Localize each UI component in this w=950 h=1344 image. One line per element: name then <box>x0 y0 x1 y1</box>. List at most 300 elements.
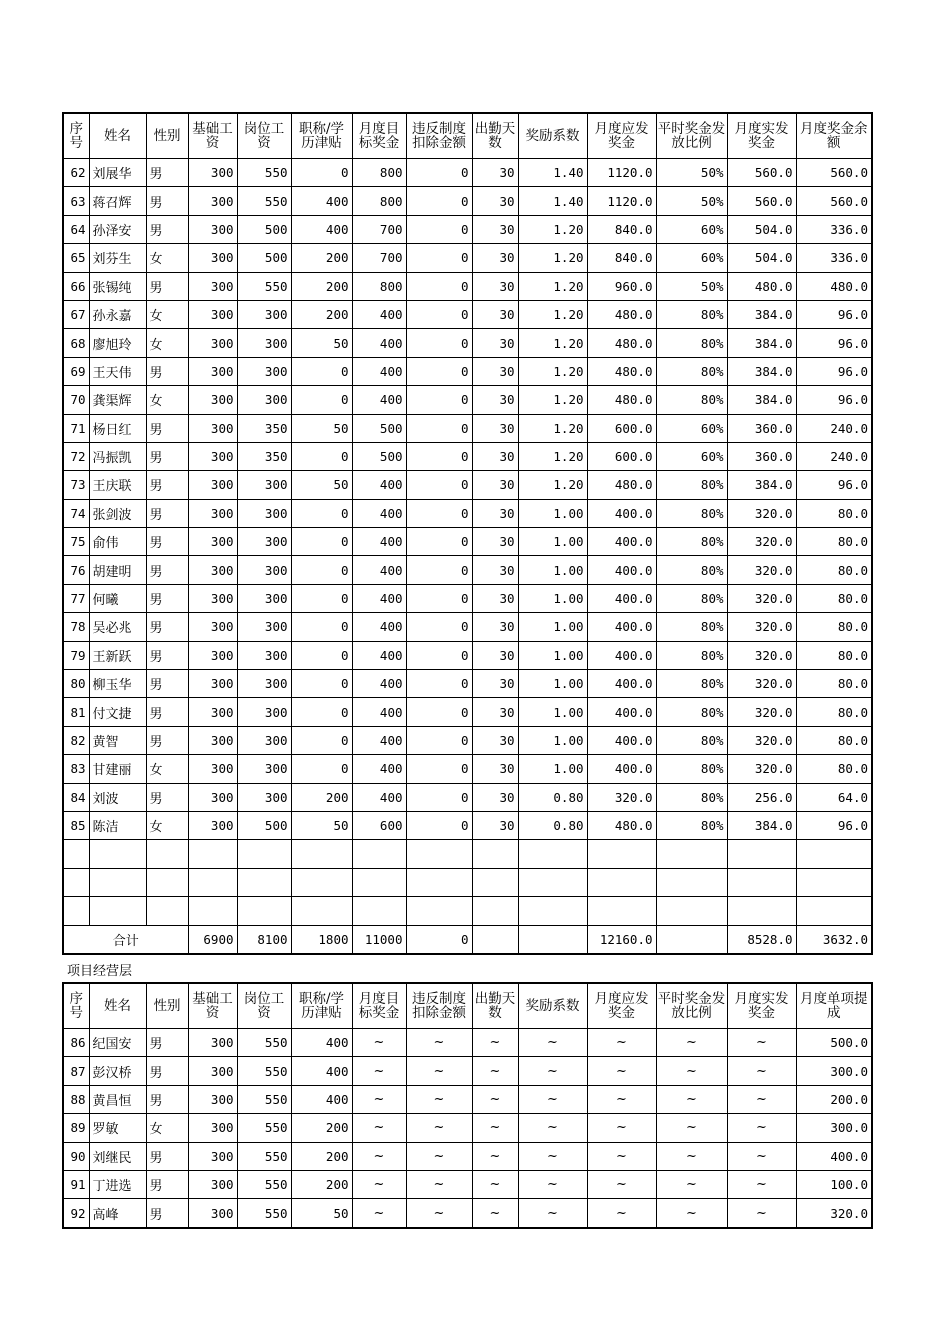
table-cell: 300 <box>188 159 237 187</box>
table-cell: 300 <box>188 442 237 470</box>
table-cell: ~ <box>472 1114 518 1142</box>
table-cell: 320.0 <box>727 556 796 584</box>
empty-row <box>63 897 872 925</box>
table-cell: ~ <box>352 1142 406 1170</box>
table-cell: 87 <box>63 1057 89 1085</box>
table-cell: 蒋召辉 <box>89 187 146 215</box>
table-cell: 男 <box>146 1057 188 1085</box>
table-row <box>63 471 872 499</box>
table-cell: 480.0 <box>587 357 656 385</box>
table-cell: 300 <box>237 613 291 641</box>
table-cell: 0 <box>406 471 472 499</box>
table-cell: 300 <box>237 783 291 811</box>
table-cell: ~ <box>406 1029 472 1057</box>
table-cell: 92 <box>63 1199 89 1228</box>
table-cell: 男 <box>146 584 188 612</box>
table-cell: 300 <box>237 386 291 414</box>
table-cell <box>656 868 727 896</box>
column-header: 违反制度扣除金额 <box>406 113 472 159</box>
table-cell: 400.0 <box>587 499 656 527</box>
table-cell: 男 <box>146 641 188 669</box>
table-cell: 68 <box>63 329 89 357</box>
table-cell: ~ <box>406 1142 472 1170</box>
total-cell: 0 <box>406 925 472 954</box>
table-cell: 400 <box>291 1057 352 1085</box>
column-header: 基础工资 <box>188 113 237 159</box>
table-cell: 张剑波 <box>89 499 146 527</box>
table-cell: 240.0 <box>796 414 872 442</box>
table-cell: ~ <box>472 1199 518 1228</box>
table-cell <box>352 868 406 896</box>
table-cell: 30 <box>472 811 518 839</box>
table-cell: 500 <box>352 442 406 470</box>
column-header: 月度目标奖金 <box>352 983 406 1029</box>
table-cell: 550 <box>237 1085 291 1113</box>
table-cell: 550 <box>237 1057 291 1085</box>
table-cell: 360.0 <box>727 442 796 470</box>
table-cell: 560.0 <box>796 159 872 187</box>
table-cell: 256.0 <box>727 783 796 811</box>
column-header: 月度应发奖金 <box>587 113 656 159</box>
table-cell: 1.00 <box>518 726 587 754</box>
table-cell: 75 <box>63 528 89 556</box>
table-cell: 336.0 <box>796 244 872 272</box>
table-cell: 1.20 <box>518 215 587 243</box>
table-cell: 500.0 <box>796 1029 872 1057</box>
table-cell: 400 <box>352 471 406 499</box>
table-cell: 400 <box>352 755 406 783</box>
table-cell: 30 <box>472 726 518 754</box>
table-row <box>63 783 872 811</box>
table-cell: 陈洁 <box>89 811 146 839</box>
table-cell <box>796 897 872 925</box>
table-cell <box>587 897 656 925</box>
table-cell: 30 <box>472 414 518 442</box>
column-header: 岗位工资 <box>237 113 291 159</box>
total-label: 合计 <box>63 925 188 954</box>
table-cell: 86 <box>63 1029 89 1057</box>
table-row <box>63 698 872 726</box>
table-cell: 85 <box>63 811 89 839</box>
table-row <box>63 499 872 527</box>
table-cell: 400.0 <box>587 613 656 641</box>
table-cell: 男 <box>146 613 188 641</box>
table-row <box>63 1142 872 1170</box>
table-cell: 0 <box>406 300 472 328</box>
table-row <box>63 1029 872 1057</box>
table-cell: 0 <box>406 528 472 556</box>
table-cell: 320.0 <box>727 726 796 754</box>
table-cell: 女 <box>146 386 188 414</box>
table-cell: 600.0 <box>587 442 656 470</box>
table-cell: 30 <box>472 471 518 499</box>
table-cell: 男 <box>146 215 188 243</box>
table-cell: 0 <box>291 499 352 527</box>
table-cell: 男 <box>146 1029 188 1057</box>
table-cell: 80% <box>656 726 727 754</box>
table-cell: 76 <box>63 556 89 584</box>
table-cell: 67 <box>63 300 89 328</box>
table-header-row <box>63 983 872 1029</box>
table-cell: 200 <box>291 272 352 300</box>
table-row <box>63 613 872 641</box>
table-cell: 王新跃 <box>89 641 146 669</box>
table-cell <box>146 840 188 868</box>
table-cell: 300 <box>237 698 291 726</box>
table-cell: ~ <box>656 1199 727 1228</box>
table-cell: 400.0 <box>796 1142 872 1170</box>
table-cell: 800 <box>352 272 406 300</box>
table-cell: 84 <box>63 783 89 811</box>
table-cell <box>237 840 291 868</box>
table-cell: 男 <box>146 726 188 754</box>
table-cell <box>89 868 146 896</box>
table-cell: 女 <box>146 755 188 783</box>
table-cell: 80% <box>656 386 727 414</box>
table-cell: 504.0 <box>727 215 796 243</box>
table-cell: 80% <box>656 613 727 641</box>
total-cell: 12160.0 <box>587 925 656 954</box>
table-cell: 0 <box>291 698 352 726</box>
table-cell: 男 <box>146 471 188 499</box>
table-cell: 0 <box>291 442 352 470</box>
table-cell: 300 <box>237 357 291 385</box>
table-cell: ~ <box>406 1170 472 1198</box>
table-row <box>63 187 872 215</box>
table-cell: 1.00 <box>518 613 587 641</box>
table-cell: 90 <box>63 1142 89 1170</box>
table-cell: 80.0 <box>796 613 872 641</box>
table-cell: 廖旭玲 <box>89 329 146 357</box>
table-cell: 80% <box>656 811 727 839</box>
table-cell: ~ <box>518 1085 587 1113</box>
table-cell: 82 <box>63 726 89 754</box>
table-cell: 0 <box>406 159 472 187</box>
table-cell: 杨日红 <box>89 414 146 442</box>
table-cell: 0 <box>406 811 472 839</box>
table-cell: 1.00 <box>518 528 587 556</box>
table-cell: ~ <box>656 1114 727 1142</box>
table-cell: 550 <box>237 1142 291 1170</box>
table-cell: 320.0 <box>727 670 796 698</box>
table-cell: ~ <box>518 1199 587 1228</box>
table-cell: 男 <box>146 1142 188 1170</box>
table-cell: 80% <box>656 556 727 584</box>
table-cell <box>796 868 872 896</box>
table-cell: ~ <box>727 1057 796 1085</box>
table-cell: 550 <box>237 1029 291 1057</box>
table-cell: 男 <box>146 670 188 698</box>
section-caption: 项目经营层 <box>67 964 133 979</box>
table-cell: 男 <box>146 187 188 215</box>
total-row <box>63 925 872 954</box>
table-cell: 320.0 <box>727 755 796 783</box>
table-cell: 丁进选 <box>89 1170 146 1198</box>
table-cell: 320.0 <box>727 584 796 612</box>
table-cell: 504.0 <box>727 244 796 272</box>
table-cell: 50% <box>656 187 727 215</box>
table-row <box>63 670 872 698</box>
table-cell: 65 <box>63 244 89 272</box>
table-cell: 50 <box>291 471 352 499</box>
table-cell: ~ <box>352 1170 406 1198</box>
table-cell: ~ <box>656 1142 727 1170</box>
table-cell: 高峰 <box>89 1199 146 1228</box>
table-cell: 300 <box>188 1057 237 1085</box>
table-cell <box>587 840 656 868</box>
table-cell: 80% <box>656 300 727 328</box>
table-cell: 840.0 <box>587 244 656 272</box>
table-cell: 彭汉桥 <box>89 1057 146 1085</box>
table-cell: 300.0 <box>796 1114 872 1142</box>
table-cell: 30 <box>472 584 518 612</box>
table-cell: 男 <box>146 499 188 527</box>
table-cell: 80% <box>656 528 727 556</box>
table-cell <box>518 868 587 896</box>
column-header: 月度应发奖金 <box>587 983 656 1029</box>
table-cell: 80.0 <box>796 755 872 783</box>
column-header: 月度实发奖金 <box>727 113 796 159</box>
table-row <box>63 272 872 300</box>
table-cell: 400 <box>352 386 406 414</box>
table-cell: 30 <box>472 528 518 556</box>
table-cell <box>291 897 352 925</box>
column-header: 奖励系数 <box>518 983 587 1029</box>
table-cell: ~ <box>352 1085 406 1113</box>
table-cell: 79 <box>63 641 89 669</box>
table-cell: 30 <box>472 329 518 357</box>
table-cell: 300 <box>237 499 291 527</box>
table-cell: 320.0 <box>587 783 656 811</box>
table-cell: ~ <box>727 1114 796 1142</box>
table-cell: 300 <box>188 1085 237 1113</box>
table-cell: 384.0 <box>727 471 796 499</box>
table-cell: 300 <box>188 1142 237 1170</box>
table-cell: 80.0 <box>796 528 872 556</box>
table-cell: 0 <box>406 215 472 243</box>
table-cell: 300 <box>237 528 291 556</box>
table-cell <box>406 897 472 925</box>
column-header: 序号 <box>63 983 89 1029</box>
table-cell: 80.0 <box>796 641 872 669</box>
table-cell: 400 <box>352 300 406 328</box>
table-cell <box>352 840 406 868</box>
table-cell: ~ <box>727 1199 796 1228</box>
table-cell: 300 <box>188 811 237 839</box>
table-cell: 300 <box>188 613 237 641</box>
table-cell: 71 <box>63 414 89 442</box>
total-cell <box>518 925 587 954</box>
table-cell: 200 <box>291 1142 352 1170</box>
table-cell: 30 <box>472 556 518 584</box>
table-cell <box>406 840 472 868</box>
table-cell: 50 <box>291 414 352 442</box>
table-cell: 400.0 <box>587 584 656 612</box>
table-cell: 50 <box>291 811 352 839</box>
table-row <box>63 641 872 669</box>
table-cell: 0 <box>406 499 472 527</box>
table-cell: 30 <box>472 755 518 783</box>
table-cell: 300 <box>188 244 237 272</box>
table-row <box>63 300 872 328</box>
table-cell: 0 <box>291 755 352 783</box>
table-cell: 300 <box>188 1170 237 1198</box>
table-cell: 320.0 <box>727 698 796 726</box>
table-cell: ~ <box>518 1114 587 1142</box>
table-cell: 66 <box>63 272 89 300</box>
table-cell <box>63 897 89 925</box>
table-cell: 400 <box>352 726 406 754</box>
table-cell: 男 <box>146 272 188 300</box>
table-cell: 0.80 <box>518 811 587 839</box>
table-cell: 400 <box>352 584 406 612</box>
table-cell: 700 <box>352 244 406 272</box>
table-cell: 0 <box>406 670 472 698</box>
table-cell: 1.20 <box>518 386 587 414</box>
table-cell: 男 <box>146 1085 188 1113</box>
table-cell: 1.20 <box>518 414 587 442</box>
table-cell: 1.00 <box>518 670 587 698</box>
table-cell: 80.0 <box>796 584 872 612</box>
table-cell <box>587 868 656 896</box>
table-cell: 400 <box>352 670 406 698</box>
table-cell: 480.0 <box>587 329 656 357</box>
table-cell: 600.0 <box>587 414 656 442</box>
table-cell <box>237 897 291 925</box>
table-cell: 83 <box>63 755 89 783</box>
table-cell: 0 <box>291 159 352 187</box>
table-cell <box>727 868 796 896</box>
table-cell: ~ <box>656 1170 727 1198</box>
table-cell: ~ <box>472 1085 518 1113</box>
table-cell: 1.20 <box>518 442 587 470</box>
table-cell: 480.0 <box>587 471 656 499</box>
table-cell: 30 <box>472 386 518 414</box>
table-cell: 刘继民 <box>89 1142 146 1170</box>
table-cell: 400 <box>291 1085 352 1113</box>
table-cell <box>472 868 518 896</box>
table-cell: 0.80 <box>518 783 587 811</box>
table-cell: 560.0 <box>796 187 872 215</box>
table-cell: 60% <box>656 215 727 243</box>
table-cell: ~ <box>518 1170 587 1198</box>
table-cell: 81 <box>63 698 89 726</box>
table-cell: 300 <box>188 1029 237 1057</box>
table-cell: 男 <box>146 1170 188 1198</box>
table-cell: 300 <box>188 499 237 527</box>
table-cell: 300 <box>188 357 237 385</box>
table-cell: 300 <box>188 698 237 726</box>
table-cell: 1.00 <box>518 698 587 726</box>
table-cell: 1.20 <box>518 244 587 272</box>
table-cell: ~ <box>472 1029 518 1057</box>
table-cell: ~ <box>352 1029 406 1057</box>
table-cell: 冯振凯 <box>89 442 146 470</box>
table-cell: 480.0 <box>796 272 872 300</box>
table-cell: 74 <box>63 499 89 527</box>
table-cell: 360.0 <box>727 414 796 442</box>
table-cell <box>291 840 352 868</box>
table-cell: 1.00 <box>518 755 587 783</box>
table-cell: 200 <box>291 783 352 811</box>
table-row <box>63 244 872 272</box>
table-cell <box>472 897 518 925</box>
table-cell: 550 <box>237 187 291 215</box>
table-cell <box>188 840 237 868</box>
table-cell <box>472 840 518 868</box>
table-cell: 1120.0 <box>587 187 656 215</box>
table-cell: 30 <box>472 442 518 470</box>
table-cell: ~ <box>587 1085 656 1113</box>
table-cell: 384.0 <box>727 300 796 328</box>
table-cell: 300 <box>188 528 237 556</box>
column-header: 姓名 <box>89 113 146 159</box>
table-cell: 200 <box>291 1170 352 1198</box>
table-cell: 80% <box>656 584 727 612</box>
table-cell: 30 <box>472 698 518 726</box>
table-cell: 黄昌恒 <box>89 1085 146 1113</box>
table-cell <box>63 868 89 896</box>
table-cell: 女 <box>146 244 188 272</box>
table-cell: 1.20 <box>518 300 587 328</box>
table-cell <box>89 840 146 868</box>
table-cell: ~ <box>727 1029 796 1057</box>
column-header: 姓名 <box>89 983 146 1029</box>
table-cell: 300 <box>237 584 291 612</box>
table-cell: 1.00 <box>518 556 587 584</box>
table-cell: 30 <box>472 159 518 187</box>
total-cell: 6900 <box>188 925 237 954</box>
table-cell: 80.0 <box>796 670 872 698</box>
table-cell: 30 <box>472 670 518 698</box>
total-cell <box>472 925 518 954</box>
table-row <box>63 442 872 470</box>
column-header: 月度奖金余额 <box>796 113 872 159</box>
table-cell: 50% <box>656 159 727 187</box>
table-cell: 88 <box>63 1085 89 1113</box>
table-cell: 400 <box>352 613 406 641</box>
table-cell: 300 <box>188 726 237 754</box>
table-cell <box>89 897 146 925</box>
table-row <box>63 215 872 243</box>
table-cell: 孙泽安 <box>89 215 146 243</box>
table-cell: 柳玉华 <box>89 670 146 698</box>
table-cell: 400 <box>352 357 406 385</box>
column-header: 岗位工资 <box>237 983 291 1029</box>
table-cell: 400.0 <box>587 556 656 584</box>
table-cell: 300 <box>188 386 237 414</box>
table-cell: 0 <box>406 329 472 357</box>
table-row <box>63 1199 872 1228</box>
table-cell: 350 <box>237 442 291 470</box>
table-cell: 龚渠辉 <box>89 386 146 414</box>
table-cell: 400.0 <box>587 641 656 669</box>
table-cell: 400 <box>291 1029 352 1057</box>
table-cell: 1.40 <box>518 187 587 215</box>
table-cell: 300.0 <box>796 1057 872 1085</box>
table-cell: 500 <box>237 244 291 272</box>
table-cell: ~ <box>656 1029 727 1057</box>
table-cell: ~ <box>656 1085 727 1113</box>
table-cell: 0 <box>406 783 472 811</box>
table-cell: 300 <box>237 329 291 357</box>
table-cell: ~ <box>587 1057 656 1085</box>
table-cell: 480.0 <box>587 386 656 414</box>
table-cell: 30 <box>472 272 518 300</box>
table-cell: 80% <box>656 783 727 811</box>
table-cell: ~ <box>587 1142 656 1170</box>
table-cell: 0 <box>406 386 472 414</box>
